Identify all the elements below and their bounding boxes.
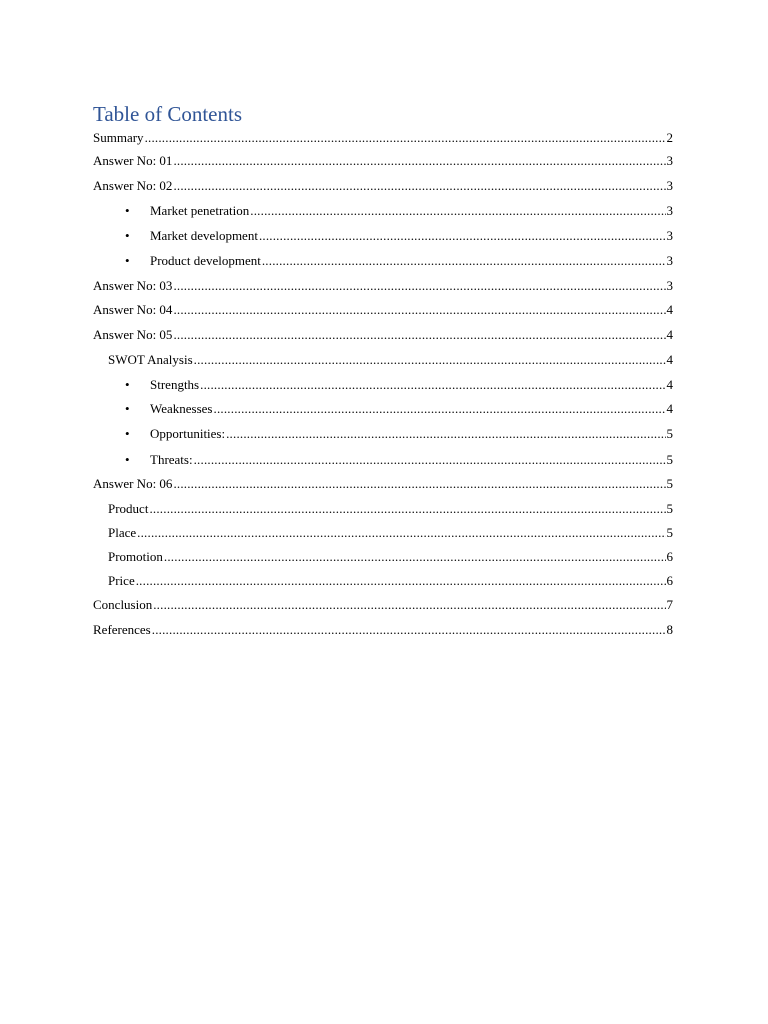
dot-leader xyxy=(173,474,665,494)
toc-entry-label: Threats: xyxy=(150,452,193,467)
toc-entry[interactable] xyxy=(108,350,673,370)
toc-entry[interactable] xyxy=(93,474,673,494)
dot-leader xyxy=(173,300,665,320)
dot-leader xyxy=(173,325,665,345)
toc-entry[interactable] xyxy=(93,128,673,148)
dot-leader xyxy=(194,350,666,370)
toc-page-number: 4 xyxy=(666,377,673,392)
dot-leader xyxy=(137,523,665,543)
bullet-icon: • xyxy=(125,203,130,218)
toc-entry-label: Answer No: 01 xyxy=(93,153,173,168)
toc-entry-label: Strengths xyxy=(150,377,200,392)
toc-entry-label: Market penetration xyxy=(150,203,250,218)
toc-entry[interactable] xyxy=(108,523,673,543)
toc-entry-label: Answer No: 03 xyxy=(93,278,173,293)
toc-entry[interactable] xyxy=(93,595,673,615)
toc-page-number: 3 xyxy=(666,153,673,168)
toc-page-number: 3 xyxy=(666,278,673,293)
toc-page-number: 5 xyxy=(666,452,673,467)
toc-page-number: 2 xyxy=(666,130,673,145)
toc-entry-label: Product xyxy=(108,501,149,516)
bullet-icon: • xyxy=(125,253,130,268)
toc-entry[interactable] xyxy=(125,251,673,271)
toc-entry[interactable] xyxy=(108,547,673,567)
toc-entry-label: Answer No: 06 xyxy=(93,476,173,491)
toc-page-number: 4 xyxy=(666,327,673,342)
dot-leader xyxy=(250,201,665,221)
dot-leader xyxy=(173,176,665,196)
toc-page-number: 4 xyxy=(666,352,673,367)
toc-page-number: 5 xyxy=(666,501,673,516)
dot-leader xyxy=(153,595,665,615)
toc-entry[interactable] xyxy=(125,201,673,221)
bullet-icon: • xyxy=(125,377,130,392)
dot-leader xyxy=(152,620,666,640)
toc-entry-label: Product development xyxy=(150,253,261,268)
toc-entry[interactable] xyxy=(125,375,673,395)
dot-leader xyxy=(173,151,665,171)
toc-entry-label: Promotion xyxy=(108,549,163,564)
toc-entry[interactable] xyxy=(93,151,673,171)
toc-page-number: 5 xyxy=(666,426,673,441)
toc-entry-label: Weaknesses xyxy=(150,401,213,416)
toc-entry[interactable] xyxy=(125,226,673,246)
dot-leader xyxy=(214,399,666,419)
toc-entry[interactable] xyxy=(125,424,673,444)
bullet-icon: • xyxy=(125,401,130,416)
toc-entry-label: Conclusion xyxy=(93,597,153,612)
toc-entry-label: References xyxy=(93,622,151,637)
toc-entry[interactable] xyxy=(125,450,673,470)
toc-page-number: 4 xyxy=(666,302,673,317)
toc-entry-label: Answer No: 05 xyxy=(93,327,173,342)
dot-leader xyxy=(145,128,666,148)
toc-entry-label: SWOT Analysis xyxy=(108,352,193,367)
toc-page-number: 4 xyxy=(666,401,673,416)
dot-leader xyxy=(259,226,666,246)
dot-leader xyxy=(136,571,666,591)
toc-entry[interactable] xyxy=(125,399,673,419)
toc-entry[interactable] xyxy=(93,620,673,640)
dot-leader xyxy=(200,375,665,395)
toc-entry-label: Place xyxy=(108,525,137,540)
toc-entry-label: Answer No: 04 xyxy=(93,302,173,317)
dot-leader xyxy=(149,499,665,519)
toc-page-number: 6 xyxy=(666,573,673,588)
toc-page-number: 7 xyxy=(666,597,673,612)
toc-heading: Table of Contents xyxy=(93,102,242,126)
toc-entry[interactable] xyxy=(93,325,673,345)
toc-entry[interactable] xyxy=(108,499,673,519)
toc-page-number: 5 xyxy=(666,525,673,540)
bullet-icon: • xyxy=(125,452,130,467)
toc-page-number: 3 xyxy=(666,228,673,243)
dot-leader xyxy=(226,424,665,444)
toc-entry-label: Opportunities: xyxy=(150,426,226,441)
toc-entry[interactable] xyxy=(108,571,673,591)
toc-page-number: 8 xyxy=(666,622,673,637)
toc-entry[interactable] xyxy=(93,176,673,196)
dot-leader xyxy=(262,251,666,271)
bullet-icon: • xyxy=(125,426,130,441)
dot-leader xyxy=(173,276,665,296)
toc-page-number: 3 xyxy=(666,178,673,193)
toc-page-number: 6 xyxy=(666,549,673,564)
dot-leader xyxy=(164,547,666,567)
bullet-icon: • xyxy=(125,228,130,243)
toc-entry-label: Price xyxy=(108,573,135,588)
toc-entry[interactable] xyxy=(93,276,673,296)
toc-entry-label: Answer No: 02 xyxy=(93,178,173,193)
toc-page-number: 3 xyxy=(666,253,673,268)
toc-entry[interactable] xyxy=(93,300,673,320)
toc-entry-label: Market development xyxy=(150,228,258,243)
dot-leader xyxy=(194,450,666,470)
toc-page-number: 3 xyxy=(666,203,673,218)
toc-entry-label: Summary xyxy=(93,130,144,145)
toc-page-number: 5 xyxy=(666,476,673,491)
